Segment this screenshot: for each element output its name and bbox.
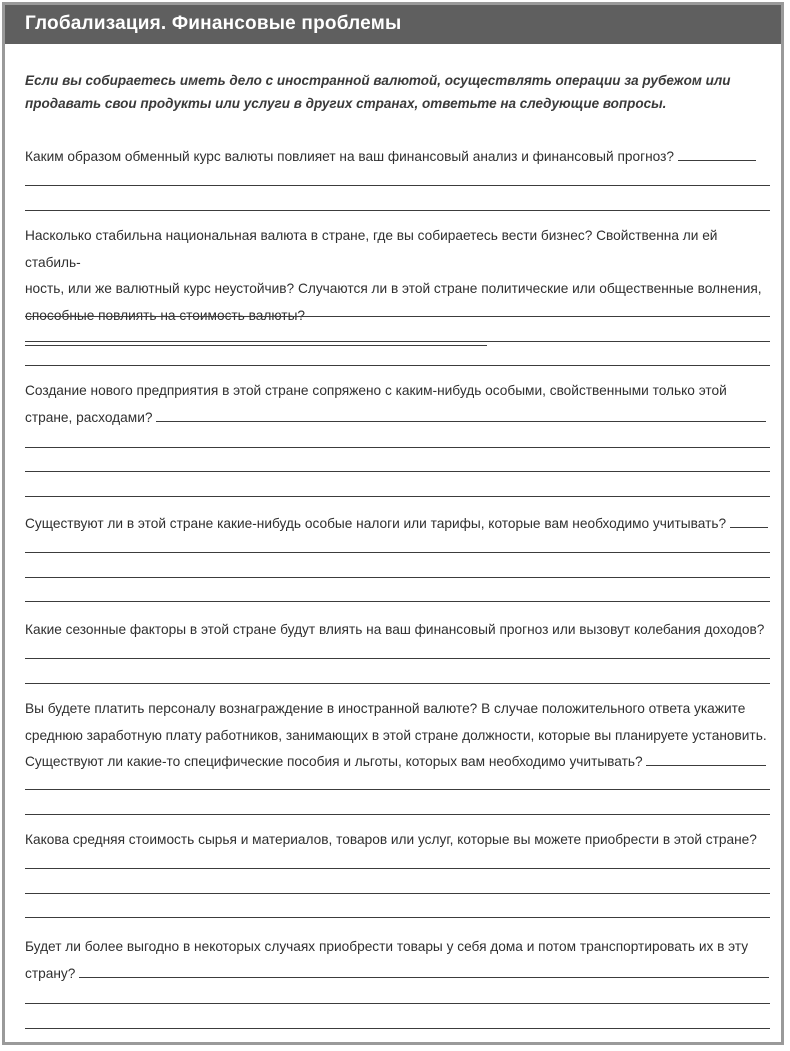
answer-line[interactable] — [25, 447, 770, 448]
question-4-line-1: Существуют ли в этой стране какие-нибудь особые налоги или тарифы, которые вам необходимо учитывать? — [25, 516, 727, 531]
answer-blank[interactable] — [730, 526, 768, 528]
answer-line[interactable] — [25, 789, 770, 790]
worksheet-frame — [2, 2, 784, 1045]
answer-line[interactable] — [25, 814, 770, 815]
answer-line[interactable] — [25, 917, 770, 918]
question-6-line-1: Вы будете платить персоналу вознаграждение в иностранной валюте? В случае положительного ответа укажите — [25, 701, 746, 716]
answer-line[interactable] — [25, 1003, 770, 1004]
answer-line[interactable] — [25, 365, 770, 366]
question-4 — [25, 511, 770, 538]
question-6 — [25, 696, 770, 776]
answer-line[interactable] — [25, 471, 770, 472]
question-2-line-1: Насколько стабильна национальная валюта в стране, где вы собираетесь вести бизнес? Свойственна ли ей стабиль- — [25, 228, 718, 270]
question-8-line-1: Будет ли более выгодно в некоторых случаях приобрести товары у себя дома и потом транспортировать их в эту — [25, 939, 749, 954]
question-3-line-2: стране, расходами? — [25, 409, 153, 425]
question-8-line-2: страну? — [25, 965, 76, 981]
header-bar — [5, 5, 781, 44]
answer-line[interactable] — [25, 658, 770, 659]
question-2 — [25, 223, 770, 356]
answer-blank[interactable] — [156, 420, 766, 422]
answer-line[interactable] — [25, 577, 770, 578]
intro-text: Если вы собираетесь иметь дело с иностранной валютой, осуществлять операции за рубежом или продавать свои продукты или услуги в других странах, ответьте на следующие вопросы. — [25, 73, 731, 111]
answer-line[interactable] — [25, 185, 770, 186]
page-title: Глобализация. Финансовые проблемы — [25, 13, 402, 34]
answer-blank[interactable] — [79, 976, 769, 978]
question-5-line-1: Какие сезонные факторы в этой стране будут влиять на ваш финансовый прогноз или вызовут колебания доходов? — [25, 622, 765, 637]
answer-line[interactable] — [25, 316, 770, 317]
question-6-line-3: Существуют ли какие-то специфические пособия и льготы, которых вам необходимо учитывать? — [25, 754, 643, 769]
answer-line[interactable] — [25, 552, 770, 553]
answer-line[interactable] — [25, 893, 770, 894]
answer-line[interactable] — [25, 341, 770, 342]
question-2-line-3: способные повлиять на стоимость валюты? — [25, 307, 306, 323]
answer-line[interactable] — [25, 868, 770, 869]
question-3 — [25, 378, 770, 431]
answer-line[interactable] — [25, 496, 770, 497]
answer-blank[interactable] — [678, 159, 756, 161]
question-8 — [25, 934, 770, 987]
question-3-line-1: Создание нового предприятия в этой стране сопряжено с каким-нибудь особыми, свойственными только этой — [25, 383, 727, 398]
answer-line[interactable] — [25, 683, 770, 684]
question-1 — [25, 144, 770, 171]
question-2-line-2: ность, или же валютный курс неустойчив? Случаются ли в этой стране политические или общественные волнения, — [25, 281, 762, 296]
answer-line[interactable] — [25, 1028, 770, 1029]
question-5 — [25, 617, 770, 644]
question-6-line-2: среднюю заработную плату работников, занимающих в этой стране должности, которые вы планируете установить. — [25, 727, 767, 743]
answer-blank[interactable] — [25, 344, 487, 346]
answer-line[interactable] — [25, 601, 770, 602]
question-7 — [25, 827, 770, 854]
question-7-line-1: Какова средняя стоимость сырья и материалов, товаров или услуг, которые вы можете приобрести в этой стране? — [25, 832, 757, 847]
answer-line[interactable] — [25, 210, 770, 211]
question-1-line-1: Каким образом обменный курс валюты повлияет на ваш финансовый анализ и финансовый прогноз? — [25, 149, 674, 164]
answer-blank[interactable] — [646, 764, 766, 766]
